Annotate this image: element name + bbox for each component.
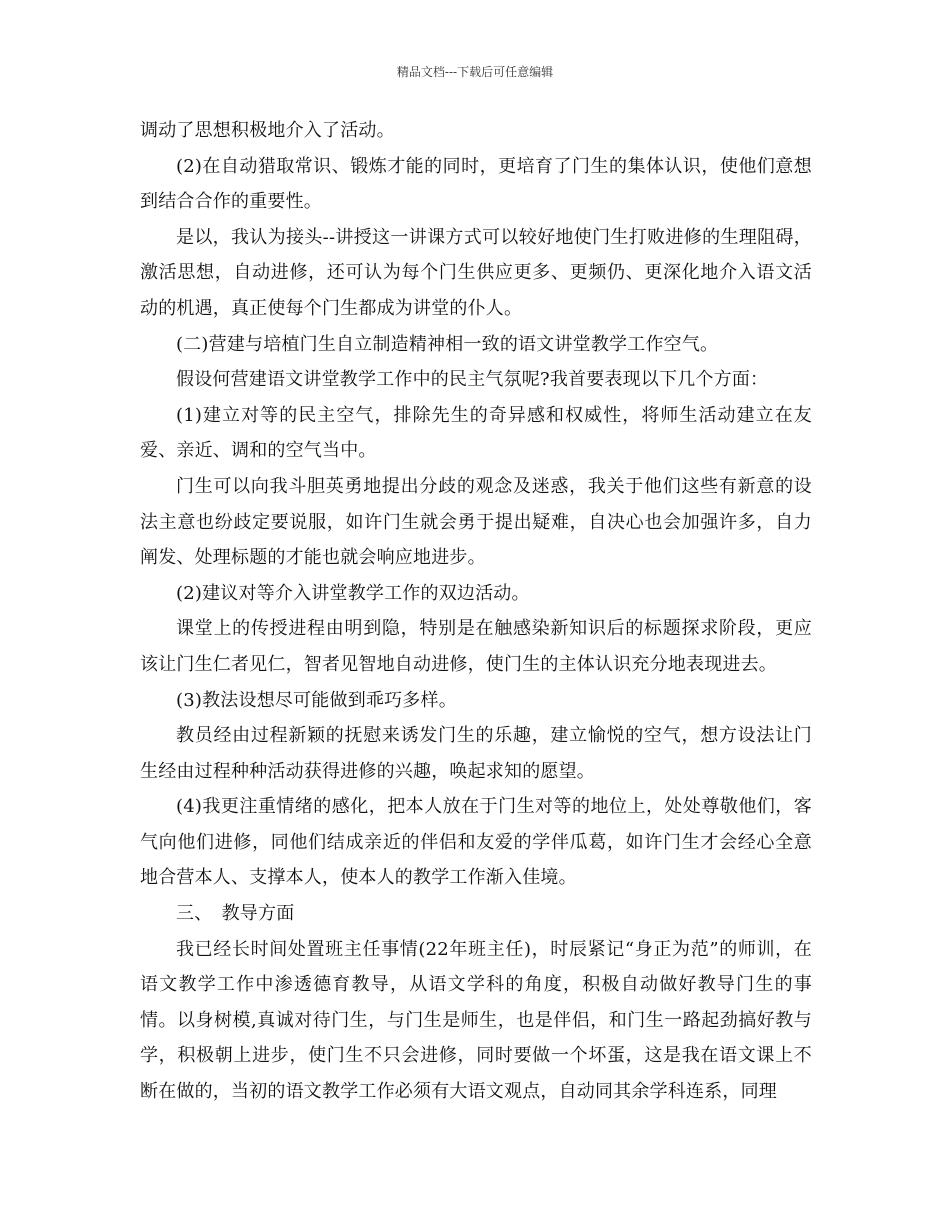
paragraph: 我已经长时间处置班主任事情(22年班主任)，时辰紧记“身正为范”的师训，在语文教学工作中渗透德育教导，从语文学科的角度，积极自动做好教导门生的事情。以身树模,真诚对待门生，与门生是师生，也是伴侣，和门生一路起劲搞好教与学，积极朝上进步，使门生不只会进修，同时要做一个坏蛋，这是我在语文课上不断在做的，当初的语文教学工作必须有大语文观点，自动同其余学科连系，同理 bbox=[140, 938, 812, 1103]
paragraph: (3)教法设想尽可能做到乖巧多样。 bbox=[176, 689, 457, 711]
paragraph: 课堂上的传授进程由明到隐，特别是在触感染新知识后的标题探求阶段，更应该让门生仁者见仁，智者见智地自动进修，使门生的主体认识充分地表现进去。 bbox=[140, 618, 812, 675]
paragraph: 调动了思想积极地介入了活动。 bbox=[140, 120, 395, 141]
paragraph: (2)在自动猎取常识、锻炼才能的同时，更培育了门生的集体认识，使他们意想到结合合作的重要性。 bbox=[140, 155, 812, 213]
document-body bbox=[140, 113, 812, 1110]
paragraph: 门生可以向我斗胆英勇地提出分歧的观念及迷惑，我关于他们这些有新意的设法主意也纷歧定要说服，如许门生就会勇于提出疑难，自决心也会加强许多，自力阐发、处理标题的才能也就会响应地进步。 bbox=[140, 475, 812, 569]
paragraph: (4)我更注重情绪的感化，把本人放在于门生对等的地位上，处处尊敬他们，客气向他们进修，同他们结成亲近的伴侣和友爱的学伴瓜葛，如许门生才会经心全意地合营本人、支撑本人，使本人的教学工作渐入佳境。 bbox=[140, 796, 812, 889]
paragraph: (2)建议对等介入讲堂教学工作的双边活动。 bbox=[176, 582, 530, 604]
paragraph: (二)营建与培植门生自立制造精神相一致的语文讲堂教学工作空气。 bbox=[176, 333, 719, 355]
paragraph: 是以，我认为接头--讲授这一讲课方式可以较好地使门生打败进修的生理阻碍，激活思想，自动进修，还可认为每个门生供应更多、更频仍、更深化地介入语文活动的机遇，真正使每个门生都成为讲堂的仆人。 bbox=[140, 226, 812, 319]
paragraph: 教员经由过程新颖的抚慰来诱发门生的乐趣，建立愉悦的空气，想方设法让门生经由过程种种活动获得进修的兴趣，唤起求知的愿望。 bbox=[140, 725, 812, 782]
paragraph: (1)建立对等的民主空气，排除先生的奇异感和权威性，将师生活动建立在友爱、亲近、调和的空气当中。 bbox=[140, 404, 812, 462]
page-header: 精品文档---下载后可任意编辑 bbox=[396, 65, 554, 79]
paragraph: 假设何营建语文讲堂教学工作中的民主气氛呢?我首要表现以下几个方面： bbox=[176, 369, 769, 391]
section-heading: 三、 教导方面 bbox=[176, 903, 295, 925]
